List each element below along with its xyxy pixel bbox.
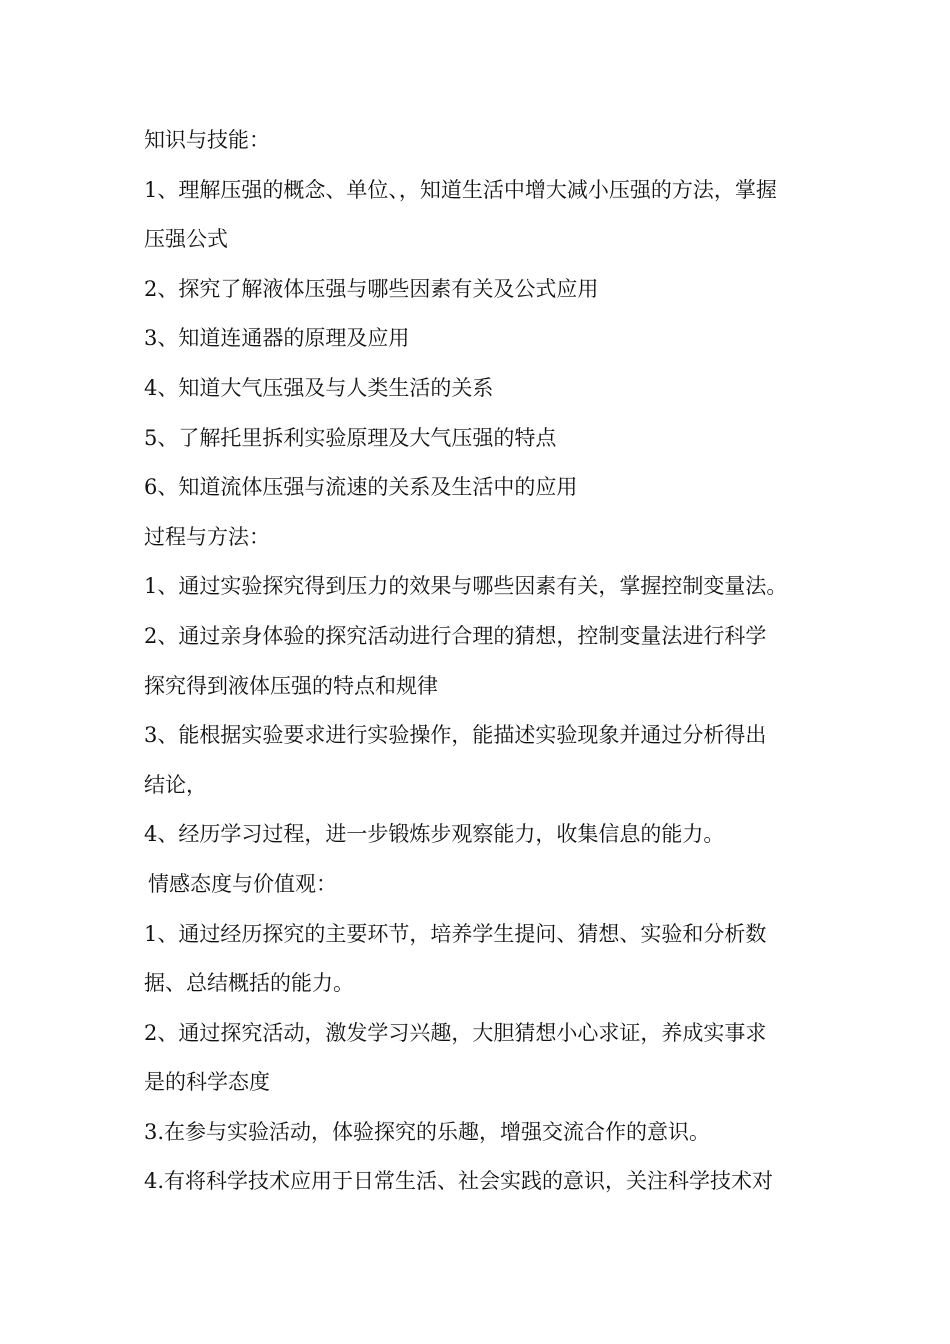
- paragraph-line: 据、总结概括的能力。: [144, 971, 354, 996]
- paragraph-line: 3、能根据实验要求进行实验操作，能描述实验现象并通过分析得出: [144, 723, 767, 748]
- paragraph-line: 1、理解压强的概念、单位、，知道生活中增大减小压强的方法，掌握: [144, 177, 777, 202]
- section-heading-attitudes-values: 情感态度与价值观：: [148, 871, 337, 896]
- paragraph-line: 2、探究了解液体压强与哪些因素有关及公式应用: [144, 276, 599, 301]
- paragraph-line: 探究得到液体压强的特点和规律: [144, 673, 438, 698]
- paragraph-line: 压强公式: [144, 227, 228, 252]
- section-heading-process-methods: 过程与方法：: [144, 524, 270, 549]
- document-body: [144, 116, 814, 1207]
- paragraph-line: 结论，: [144, 772, 207, 797]
- paragraph-line: 是的科学态度: [144, 1070, 270, 1095]
- paragraph-line: 6、知道流体压强与流速的关系及生活中的应用: [144, 475, 578, 500]
- paragraph-line: 1、通过实验探究得到压力的效果与哪些因素有关，掌握控制变量法。: [144, 574, 788, 599]
- paragraph-line: 2、通过探究活动，激发学习兴趣，大胆猜想小心求证，养成实事求: [144, 1020, 767, 1045]
- section-heading-knowledge-skills: 知识与技能：: [144, 128, 270, 152]
- paragraph-line: 2、通过亲身体验的探究活动进行合理的猜想，控制变量法进行科学: [144, 623, 767, 648]
- paragraph-line: 4、知道大气压强及与人类生活的关系: [144, 375, 494, 400]
- paragraph-line: 1、通过经历探究的主要环节，培养学生提问、猜想、实验和分析数: [144, 921, 767, 946]
- paragraph-line: 3.在参与实验活动，体验探究的乐趣，增强交流合作的意识。: [144, 1119, 711, 1144]
- paragraph-line: 3、知道连通器的原理及应用: [144, 326, 410, 351]
- paragraph-line: 5、了解托里拆利实验原理及大气压强的特点: [144, 425, 557, 450]
- paragraph-line: 4、经历学习过程，进一步锻炼步观察能力，收集信息的能力。: [144, 822, 725, 847]
- paragraph-line: 4.有将科学技术应用于日常生活、社会实践的意识，关注科学技术对: [144, 1169, 774, 1194]
